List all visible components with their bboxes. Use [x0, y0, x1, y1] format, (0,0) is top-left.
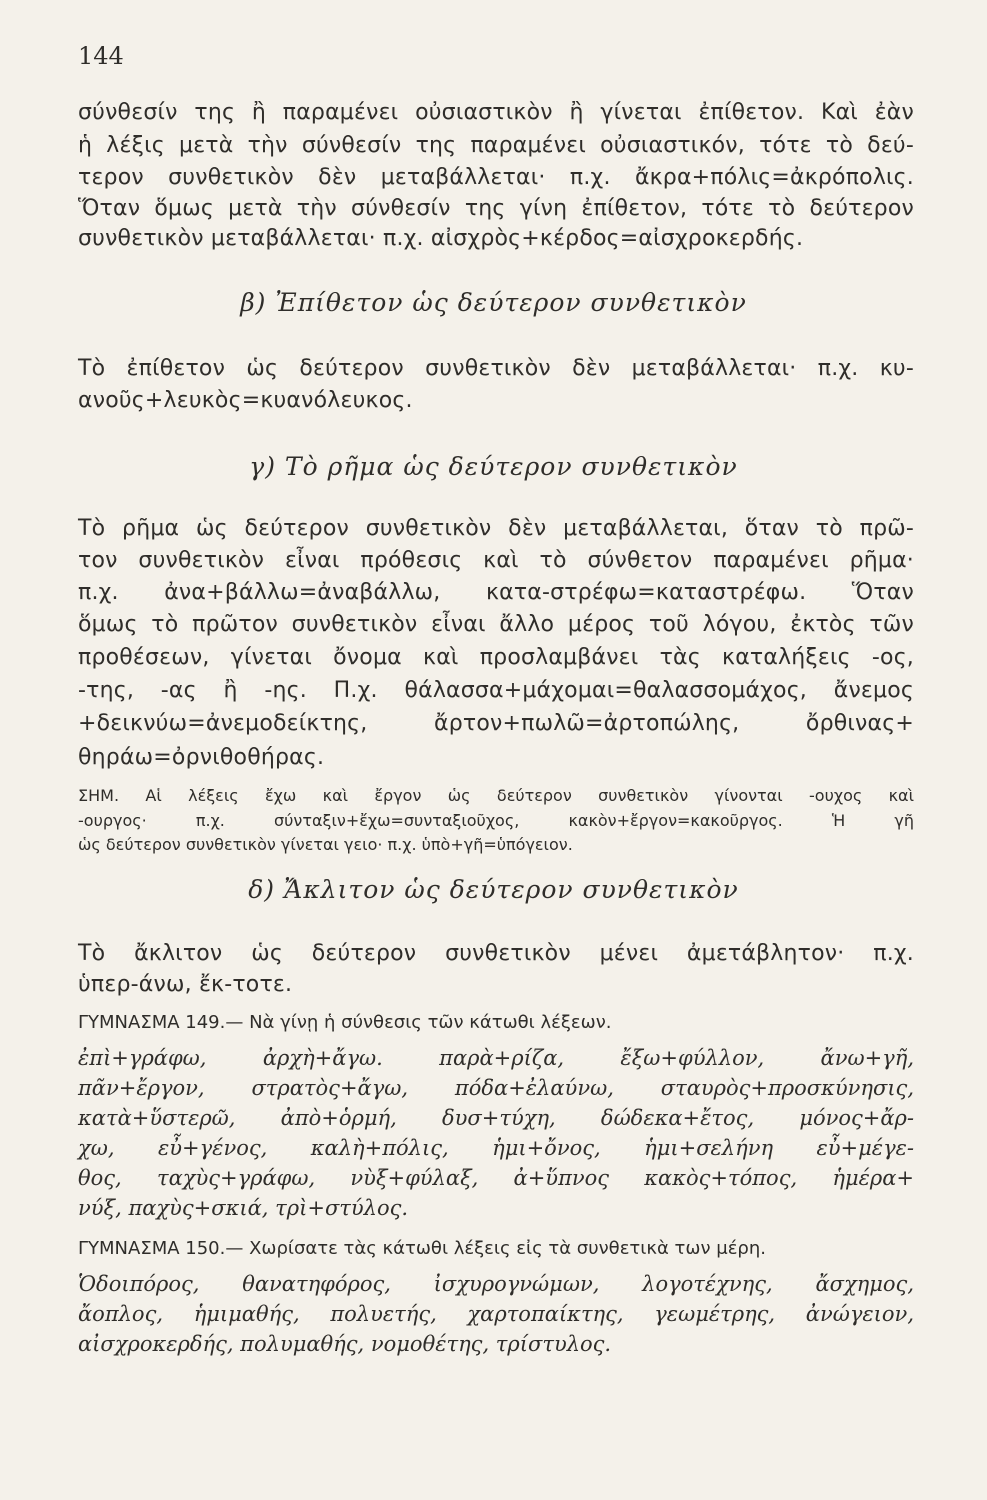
para1-line-2: ἡ λέξις μετὰ τὴν σύνθεσίν της παραμένει οὐσιαστικόν, τότε τὸ δεύ- [78, 133, 914, 158]
note-line-1: ΣΗΜ. Αἱ λέξεις ἔχω καὶ ἔργον ὡς δεύτερον συνθετικὸν γίνονται -ουχος καὶ [78, 786, 914, 805]
para1-line-4: Ὅταν ὅμως μετὰ τὴν σύνθεσίν της γίνη ἐπίθετον, τότε τὸ δεύτερον [78, 196, 914, 221]
exercise-149-line-4: χω, εὖ+γένος, καλὴ+πόλις, ἡμι+ὄνος, ἡμι+σελήνη εὖ+μέγε- [78, 1136, 914, 1160]
para3-line-6: -της, -ας ἢ -ης. Π.χ. θάλασσα+μάχομαι=θαλασσομάχος, ἄνεμος [78, 678, 914, 703]
para3-line-2: τον συνθετικὸν εἶναι πρόθεσις καὶ τὸ σύνθετον παραμένει ρῆμα· [78, 548, 914, 573]
exercise-149-title: ΓΥΜΝΑΣΜΑ 149.— Νὰ γίνῃ ἡ σύνθεσις τῶν κάτωθι λέξεων. [78, 1012, 612, 1033]
para1-line-1: σύνθεσίν της ἢ παραμένει οὐσιαστικὸν ἢ γίνεται ἐπίθετον. Καὶ ἐὰν [78, 100, 914, 125]
exercise-150-line-3: αἰσχροκερδής, πολυμαθής, νομοθέτης, τρίστυλος. [78, 1332, 612, 1356]
page-number: 144 [78, 42, 124, 70]
para2-line-2: ανοῦς+λευκὸς=κυανόλευκος. [78, 388, 413, 413]
para1-line-5: συνθετικὸν μεταβάλλεται· π.χ. αἰσχρὸς+κέρδος=αἰσχροκερδής. [78, 226, 804, 251]
para2-line-1: Τὸ ἐπίθετον ὡς δεύτερον συνθετικὸν δὲν μεταβάλλεται· π.χ. κυ- [78, 356, 914, 381]
para3-line-3: π.χ. ἀνα+βάλλω=ἀναβάλλω, κατα-στρέφω=καταστρέφω. Ὅταν [78, 580, 914, 605]
exercise-149-line-5: θος, ταχὺς+γράφω, νὺξ+φύλαξ, ἀ+ὕπνος κακὸς+τόπος, ἡμέρα+ [78, 1166, 914, 1190]
para3-line-1: Τὸ ρῆμα ὡς δεύτερον συνθετικὸν δὲν μεταβάλλεται, ὅταν τὸ πρῶ- [78, 516, 914, 541]
note-line-2: -ουργος· π.χ. σύνταξιν+ἔχω=συνταξιοῦχος, κακὸν+ἔργον=κακοῦργος. Ἡ γῆ [78, 811, 914, 830]
section-heading-g: γ) Τὸ ρῆμα ὡς δεύτερον συνθετικὸν [249, 452, 738, 481]
para4-line-2: ὑπερ-άνω, ἔκ-τοτε. [78, 972, 293, 997]
exercise-149-line-2: πᾶν+ἔργον, στρατὸς+ἄγω, πόδα+ἐλαύνω, σταυρὸς+προσκύνησις, [78, 1076, 914, 1100]
exercise-149-line-6: νύξ, παχὺς+σκιά, τρὶ+στύλος. [78, 1196, 409, 1220]
para3-line-7: +δεικνύω=ἀνεμοδείκτης, ἄρτον+πωλῶ=ἀρτοπώλης, ὄρθινας+ [78, 711, 914, 736]
exercise-150-line-2: ἄοπλος, ἡμιμαθής, πολυετής, χαρτοπαίκτης, γεωμέτρης, ἀνώγειον, [78, 1302, 914, 1326]
para1-line-3: τερον συνθετικὸν δὲν μεταβάλλεται· π.χ. ἄκρα+πόλις=ἀκρόπολις. [78, 165, 914, 190]
exercise-150-title: ΓΥΜΝΑΣΜΑ 150.— Χωρίσατε τὰς κάτωθι λέξεις εἰς τὰ συνθετικὰ των μέρη. [78, 1238, 766, 1259]
para4-line-1: Τὸ ἄκλιτον ὡς δεύτερον συνθετικὸν μένει ἀμετάβλητον· π.χ. [78, 941, 914, 966]
section-heading-b: β) Ἐπίθετον ὡς δεύτερον συνθετικὸν [240, 288, 747, 317]
exercise-150-line-1: Ὁδοιπόρος, θανατηφόρος, ἰσχυρογνώμων, λογοτέχνης, ἄσχημος, [78, 1272, 914, 1296]
para3-line-8: θηράω=ὀρνιθοθήρας. [78, 745, 325, 770]
note-line-3: ὡς δεύτερον συνθετικὸν γίνεται γειο· π.χ. ὑπὸ+γῆ=ὑπόγειον. [78, 835, 573, 854]
exercise-149-line-3: κατὰ+ὕστερῶ, ἀπὸ+ὁρμή, δυσ+τύχη, δώδεκα+ἔτος, μόνος+ἄρ- [78, 1106, 914, 1130]
exercise-149-line-1: ἐπὶ+γράφω, ἀρχὴ+ἄγω. παρὰ+ρίζα, ἔξω+φύλλον, ἄνω+γῆ, [78, 1046, 914, 1070]
para3-line-5: προθέσεων, γίνεται ὄνομα καὶ προσλαμβάνει τὰς καταλήξεις -ος, [78, 645, 914, 670]
para3-line-4: ὅμως τὸ πρῶτον συνθετικὸν εἶναι ἄλλο μέρος τοῦ λόγου, ἐκτὸς τῶν [78, 612, 914, 637]
section-heading-d: δ) Ἄκλιτον ὡς δεύτερον συνθετικὸν [248, 875, 739, 904]
